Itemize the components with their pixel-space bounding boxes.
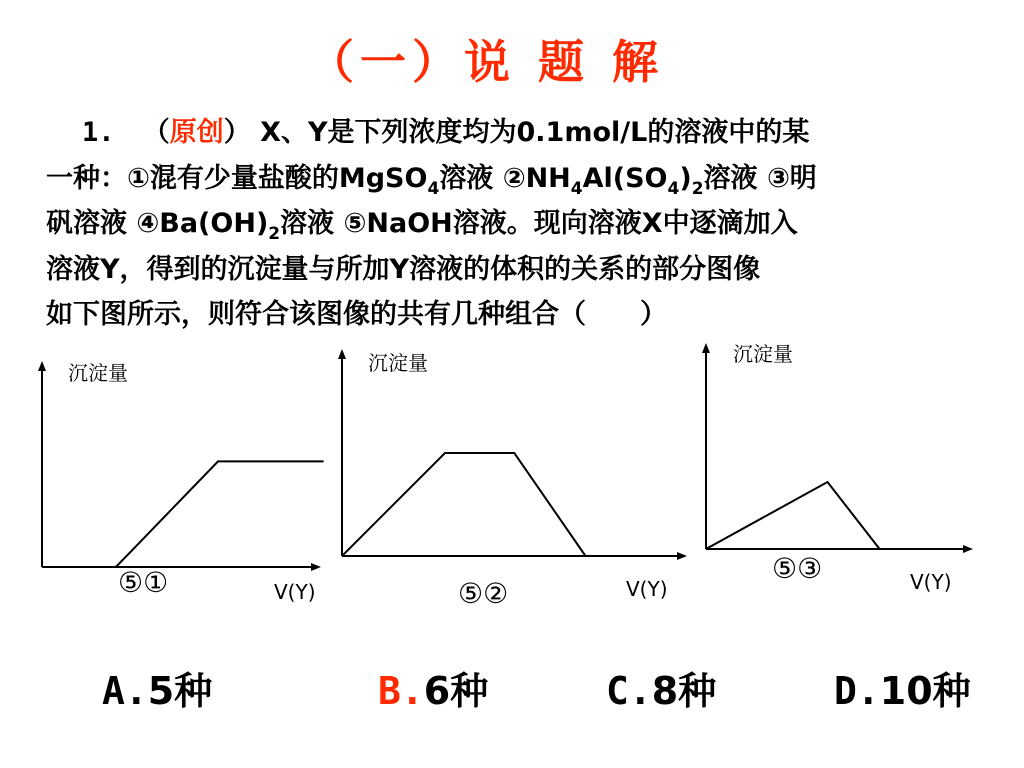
charts-root [42,342,968,610]
precipitate-curve [116,461,324,567]
subscript: 2 [268,224,281,244]
y-axis-label: 沉淀量 [368,351,428,375]
combination-label: ⑤③ [772,552,823,585]
option-text: 8种 [651,669,717,713]
question-line-4: 溶液Y，得到的沉淀量与所加Y溶液的体积的关系的部分图像 [46,253,761,285]
question-text [46,110,966,338]
option-letter: B. [378,669,424,713]
graphs-area [0,330,1024,620]
option-d[interactable] [834,660,971,715]
subscript: 4 [667,178,680,199]
option-text: 6种 [423,669,489,713]
question-text-2b: 溶液 ②NH [439,162,571,194]
graph-3 [706,342,968,594]
subscript: 2 [691,178,704,199]
y-axis-label: 沉淀量 [733,342,793,366]
x-axis-label: V(Y) [910,570,952,594]
question-number: 1. [82,117,115,148]
question-text-3a: 矾溶液 ④Ba(OH) [46,208,269,239]
question-line-2 [46,156,966,202]
question-text-3b: 溶液 ⑤NaOH溶液。现向溶液X中逐滴加入 [280,208,798,239]
graph-1 [42,361,324,604]
option-a[interactable] [102,660,212,715]
option-b[interactable] [378,660,488,715]
question-text-2c: Al(SO [582,162,668,194]
origin-bracket-open: （ [142,117,170,148]
slide-title: （一）说 题 解 [307,35,665,89]
origin-bracket-close: ） [223,117,251,148]
answer-options [0,660,1024,720]
combination-label: ⑤② [458,577,509,610]
question-line-1 [46,110,966,156]
x-axis-label: V(Y) [274,580,316,604]
x-axis-label: V(Y) [626,577,668,601]
question-text-2e: 溶液 ③明 [703,162,817,194]
graph-2 [342,351,682,610]
option-text: 5种 [147,669,213,713]
combination-label: ⑤① [118,566,169,599]
question-text-2d: ) [679,162,692,194]
question-line-5: 如下图所示，则符合该图像的共有几种组合（ ） [46,299,667,330]
precipitate-curve [342,453,586,556]
subscript: 4 [570,178,583,199]
subscript: 4 [427,178,440,199]
question-line-3 [46,201,966,247]
question-text-2a: 一种：①混有少量盐酸的MgSO [46,162,428,194]
option-letter: A. [102,669,148,713]
question-text-1: X、Y是下列浓度均为0.1mol/L的溶液中的某 [260,117,810,148]
option-letter: C. [606,669,652,713]
option-letter: D. [834,669,880,713]
precipitate-curve [706,482,880,549]
option-c[interactable] [606,660,716,715]
origin-tag: 原创 [169,117,224,148]
y-axis-label: 沉淀量 [68,361,128,385]
option-text: 10种 [879,669,971,713]
